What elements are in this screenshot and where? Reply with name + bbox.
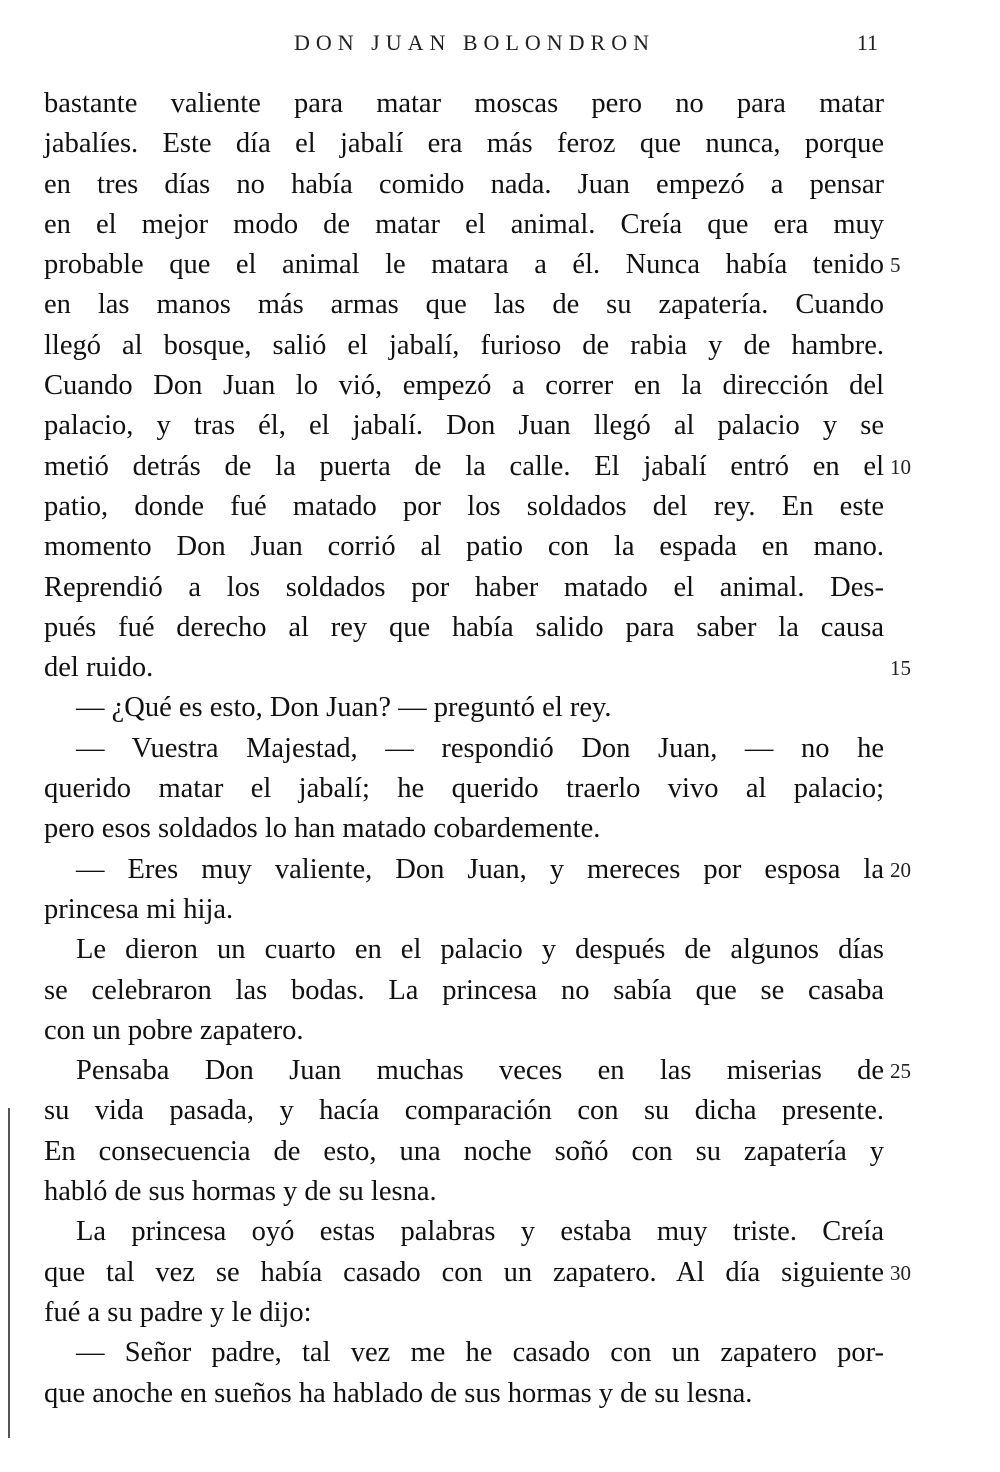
line-number: 25 <box>890 1059 911 1084</box>
text-line: palacio, y tras él, el jabalí. Don Juan llegó al palacio y se <box>44 410 884 442</box>
text-line: que anoche en sueños ha hablado de sus hormas y de su lesna. <box>44 1377 753 1409</box>
line-number: 5 <box>890 253 901 278</box>
text-line: que tal vez se había casado con un zapatero. Al día siguiente <box>44 1256 884 1288</box>
text-line: Reprendió a los soldados por haber matado el animal. Des- <box>44 571 884 603</box>
text-line: princesa mi hija. <box>44 893 234 925</box>
running-head <box>44 22 884 52</box>
text-line: querido matar el jabalí; he querido traerlo vivo al palacio; <box>44 773 884 805</box>
text-line: habló de sus hormas y de su lesna. <box>44 1176 437 1208</box>
text-line: del ruido. <box>44 652 154 684</box>
line-number: 30 <box>890 1260 911 1285</box>
text-line: bastante valiente para matar moscas pero no para matar <box>44 88 884 119</box>
text-line: fué a su padre y le dijo: <box>44 1296 312 1328</box>
text-line: metió detrás de la puerta de la calle. El jabalí entró en el <box>44 450 884 482</box>
paragraph-first-line: Pensaba Don Juan muchas veces en las miserias de <box>76 1055 884 1087</box>
line-number: 10 <box>890 454 911 479</box>
text-line: con un pobre zapatero. <box>44 1014 304 1046</box>
dialogue-line: — ¿Qué es esto, Don Juan? — preguntó el rey. <box>76 692 612 724</box>
text-line: jabalíes. Este día el jabalí era más feroz que nunca, porque <box>44 128 884 160</box>
text-line: en las manos más armas que las de su zapatería. Cuando <box>44 289 884 321</box>
text-line: probable que el animal le matara a él. Nunca había tenido <box>44 249 884 281</box>
text-line: Cuando Don Juan lo vió, empezó a correr en la dirección del <box>44 370 884 402</box>
text-line: En consecuencia de esto, una noche soñó con su zapatería y <box>44 1135 884 1167</box>
text-line: su vida pasada, y hacía comparación con su dicha presente. <box>44 1095 884 1127</box>
text-line: llegó al bosque, salió el jabalí, furioso de rabia y de hambre. <box>44 329 884 361</box>
paragraph-first-line: La princesa oyó estas palabras y estaba muy triste. Creía <box>76 1216 884 1248</box>
paragraph-first-line: Le dieron un cuarto en el palacio y después de algunos días <box>76 934 884 966</box>
line-number: 20 <box>890 857 911 882</box>
text-line: patio, donde fué matado por los soldados del rey. En este <box>44 490 884 522</box>
text-line: pués fué derecho al rey que había salido para saber la causa <box>44 611 884 643</box>
text-line: en tres días no había comido nada. Juan empezó a pensar <box>44 168 884 200</box>
running-head-title: DON JUAN BOLONDRON <box>294 30 655 52</box>
text-line: se celebraron las bodas. La princesa no sabía que se casaba <box>44 974 884 1006</box>
dialogue-line: — Vuestra Majestad, — respondió Don Juan, — no he <box>76 732 884 764</box>
dialogue-line: — Eres muy valiente, Don Juan, y mereces por esposa la <box>76 853 884 885</box>
text-line: pero esos soldados lo han matado cobardemente. <box>44 813 601 845</box>
page-number: 11 <box>856 30 878 52</box>
text-line: en el mejor modo de matar el animal. Creía que era muy <box>44 208 884 240</box>
body-text <box>44 84 884 1414</box>
margin-rule <box>8 1108 10 1438</box>
text-line: momento Don Juan corrió al patio con la espada en mano. <box>44 531 884 563</box>
dialogue-line: — Señor padre, tal vez me he casado con un zapatero por- <box>76 1337 884 1369</box>
line-number: 15 <box>890 656 911 681</box>
